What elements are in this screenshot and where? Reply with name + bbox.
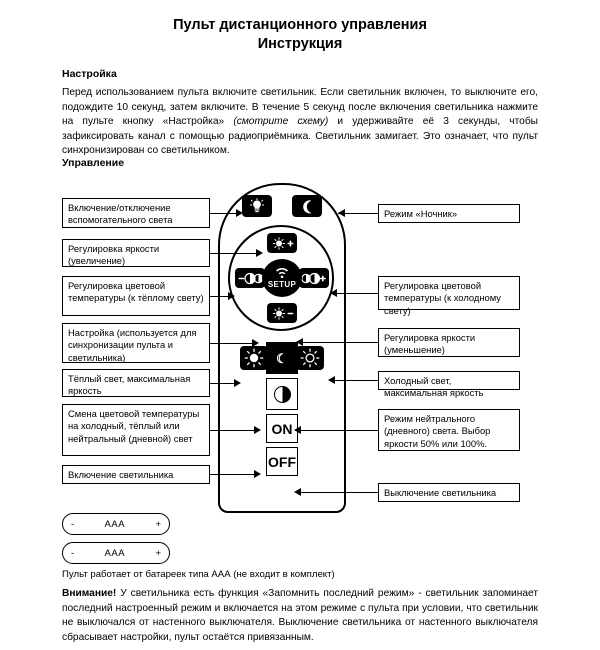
leader-power-on bbox=[210, 474, 258, 475]
arrow-warm-max bbox=[234, 379, 241, 387]
callout-color-warm: Регулировка цветовой температуры (к тёплому свету) bbox=[62, 276, 210, 316]
neutral-light-button[interactable] bbox=[266, 378, 298, 410]
callout-brightness-up: Регулировка яркости (увеличение) bbox=[62, 239, 210, 267]
night-light-button[interactable] bbox=[266, 342, 298, 374]
remote-control-diagram bbox=[218, 183, 346, 513]
callout-brightness-down: Регулировка яркости (уменьшение) bbox=[378, 328, 520, 357]
callout-cold-max: Холодный свет, максимальная яркость bbox=[378, 371, 520, 390]
battery-type-label: AAA bbox=[104, 547, 126, 559]
arrow-power-off bbox=[294, 488, 301, 496]
arrow-brightness-up bbox=[256, 249, 263, 257]
battery-slot bbox=[62, 542, 170, 564]
battery-slot bbox=[62, 513, 170, 535]
mode-button-stack bbox=[266, 342, 298, 480]
arrow-neutral-mode bbox=[294, 426, 301, 434]
battery-minus-sign: - bbox=[71, 518, 75, 530]
arrow-color-cold bbox=[330, 289, 337, 297]
bulb-icon[interactable] bbox=[242, 195, 272, 217]
arrow-night-mode bbox=[338, 209, 345, 217]
color-temp-cold-icon[interactable] bbox=[299, 268, 329, 288]
arrow-cold-max bbox=[328, 376, 335, 384]
page-title-line1: Пульт дистанционного управления bbox=[173, 17, 427, 33]
setup-label: SETUP bbox=[267, 280, 297, 289]
arrow-color-change bbox=[254, 426, 261, 434]
battery-note: Пульт работает от батареек типа ААА (не входит в комплект) bbox=[62, 569, 335, 580]
setup-text-part2: и удерживайте её 3 секунды, чтобы зафиксировать канал с помощью радиоприёмника. Светильник замигает. Это означает, что пульт синхронизирован со светильником. bbox=[62, 116, 538, 157]
setup-heading: Настройка bbox=[62, 68, 117, 80]
power-on-button[interactable]: ON bbox=[266, 414, 298, 443]
color-temp-warm-icon[interactable] bbox=[235, 268, 265, 288]
moon-icon[interactable] bbox=[292, 195, 322, 217]
leader-color-cold bbox=[332, 293, 378, 294]
battery-plus-sign: + bbox=[155, 518, 161, 530]
callout-power-off: Выключение светильника bbox=[378, 483, 520, 502]
brightness-plus-icon[interactable] bbox=[267, 233, 297, 253]
arrow-power-on bbox=[254, 470, 261, 478]
battery-type-label: AAA bbox=[104, 518, 126, 530]
control-heading: Управление bbox=[62, 157, 125, 169]
battery-plus-sign: + bbox=[155, 547, 161, 559]
leader-cold-max bbox=[330, 380, 378, 381]
page-title-line2: Инструкция bbox=[257, 36, 343, 52]
callout-aux-light: Включение/отключение вспомогательного света bbox=[62, 198, 210, 228]
leader-brightness-up bbox=[210, 253, 260, 254]
callout-night-mode: Режим «Ночник» bbox=[378, 204, 520, 223]
half-circle-icon bbox=[274, 386, 291, 403]
power-off-button[interactable]: OFF bbox=[266, 447, 298, 476]
arrow-color-warm bbox=[228, 292, 235, 300]
callout-color-cold: Регулировка цветовой температуры (к холодному свету) bbox=[378, 276, 520, 310]
page-title bbox=[0, 16, 600, 54]
leader-brightness-down bbox=[298, 342, 378, 343]
callout-setup: Настройка (используется для синхронизации пульта и светильника) bbox=[62, 323, 210, 363]
callout-warm-max: Тёплый свет, максимальная яркость bbox=[62, 369, 210, 397]
sun-outline-icon[interactable] bbox=[296, 346, 324, 370]
setup-text-part1: Перед использованием пульта включите светильник. Если светильник включен, то выключите его, подождите 10 секунд, затем включите. В течение 5 секунд после включения светильника нажмите на пульте кнопку «Настройка» bbox=[62, 87, 538, 128]
leader-neutral-mode bbox=[296, 430, 378, 431]
leader-power-off bbox=[296, 492, 378, 493]
setup-text-italic: (смотрите схему) bbox=[233, 116, 329, 128]
warning-prefix: Внимание! bbox=[62, 588, 117, 599]
callout-power-on: Включение светильника bbox=[62, 465, 210, 484]
battery-minus-sign: - bbox=[71, 547, 75, 559]
leader-color-change bbox=[210, 430, 258, 431]
setup-button[interactable] bbox=[262, 259, 302, 297]
arrow-brightness-down bbox=[296, 338, 303, 346]
arrow-setup bbox=[252, 339, 259, 347]
arrow-aux-light bbox=[236, 209, 243, 217]
callout-neutral-mode: Режим нейтрального (дневного) света. Выбор яркости 50% или 100%. bbox=[378, 409, 520, 451]
leader-setup bbox=[210, 343, 256, 344]
callout-color-change: Смена цветовой температуры на холодный, тёплый или нейтральный (дневной) свет bbox=[62, 404, 210, 456]
warning-paragraph bbox=[62, 587, 538, 645]
sun-filled-icon[interactable] bbox=[240, 346, 268, 370]
warning-text: У светильника есть функция «Запомнить последний режим» - светильник запоминает последний настроенный режим и включается на этом режиме с пульта при условии, что светильник не выключался от настенного выключателя. Выключение светильника от настенного выключателя сбрасывает настройки, пульт остаётся привязанным. bbox=[62, 588, 538, 643]
setup-paragraph bbox=[62, 86, 538, 159]
wifi-icon bbox=[274, 267, 290, 280]
moon-crescent-icon: ☾ bbox=[276, 350, 288, 366]
brightness-minus-icon[interactable] bbox=[267, 303, 297, 323]
